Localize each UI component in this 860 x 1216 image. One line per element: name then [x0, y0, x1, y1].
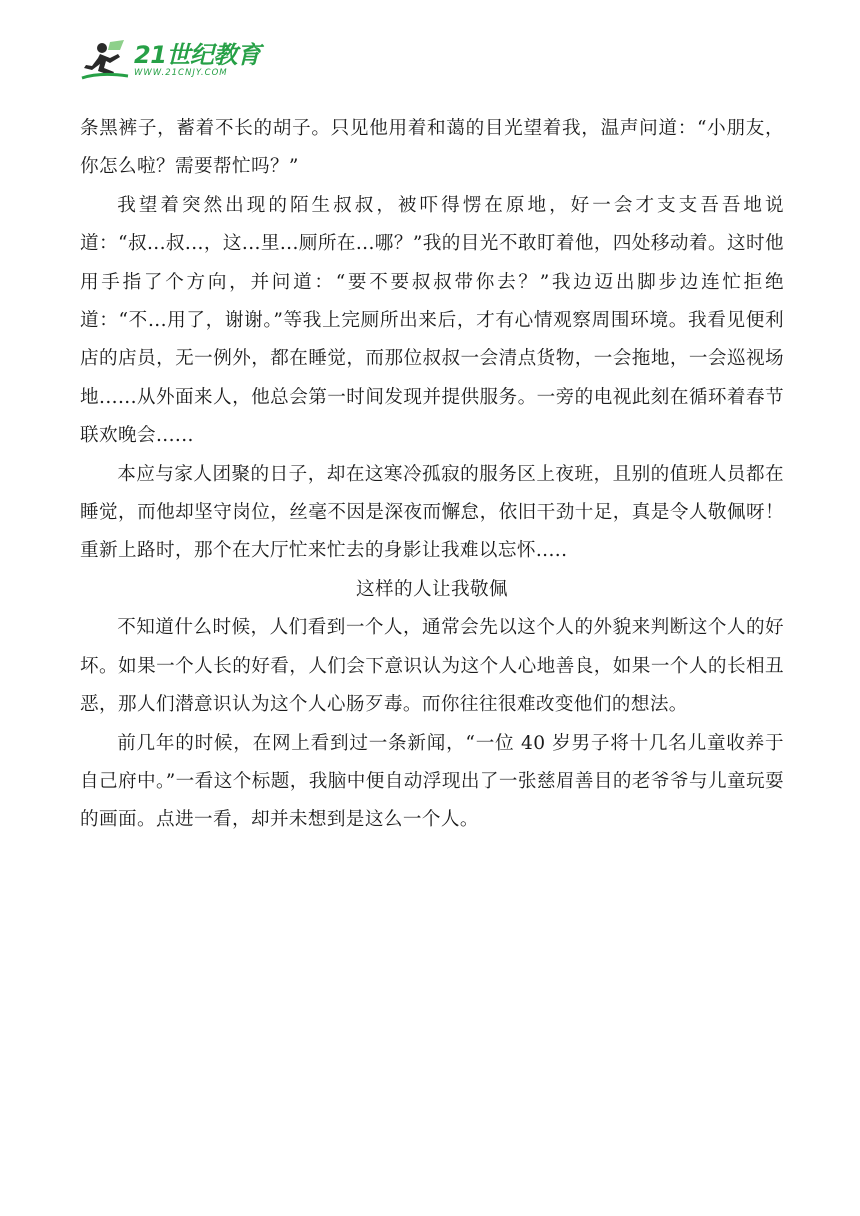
- essay-title: 这样的人让我敬佩: [356, 578, 508, 600]
- paragraph: 我望着突然出现的陌生叔叔，被吓得愣在原地，好一会才支支吾吾地说道：“叔...叔...，这...里...厕所在...哪？”我的目光不敢盯着他，四处移动着。这时他用手指了个方向，并问道：“要不要叔叔带你去？”我边迈出脚步边连忙拒绝道：“不...用了，谢谢。”等我上完厕所出来后，才有心情观察周围环境。我看见便利店的店员，无一例外，都在睡觉，而那位叔叔一会清点货物，一会拖地，一会巡视场地......从外面来人，他总会第一时间发现并提供服务。一旁的电视此刻在循环着春节联欢晚会......: [80, 194, 784, 447]
- logo-text: 21世纪教育: [134, 40, 261, 69]
- paragraph: 前几年的时候，在网上看到过一条新闻，“一位 40 岁男子将十几名儿童收养于自己府中。”一看这个标题，我脑中便自动浮现出了一张慈眉善目的老爷爷与儿童玩耍的画面。点进一看，却并未想到是这么一个人。: [80, 732, 784, 831]
- paragraph: 本应与家人团聚的日子，却在这寒冷孤寂的服务区上夜班，且别的值班人员都在睡觉，而他却坚守岗位，丝毫不因是深夜而懈怠，依旧干劲十足，真是令人敬佩呀！重新上路时，那个在大厅忙来忙去的身影让我难以忘怀.....: [80, 463, 784, 562]
- runner-logo-icon: [80, 38, 132, 82]
- site-header: [80, 38, 260, 82]
- paragraph: 不知道什么时候，人们看到一个人，通常会先以这个人的外貌来判断这个人的好坏。如果一个人长的好看，人们会下意识认为这个人心地善良，如果一个人的长相丑恶，那人们潜意识认为这个人心肠歹毒。而你往往很难改变他们的想法。: [80, 617, 784, 716]
- article-body: [80, 110, 784, 840]
- logo-url: WWW.21CNJY.COM: [134, 67, 228, 78]
- paragraph: 条黑裤子，蓄着不长的胡子。只见他用着和蔼的目光望着我，温声问道：“小朋友，你怎么啦？需要帮忙吗？”: [80, 118, 784, 178]
- logo-wordmark: [134, 40, 261, 78]
